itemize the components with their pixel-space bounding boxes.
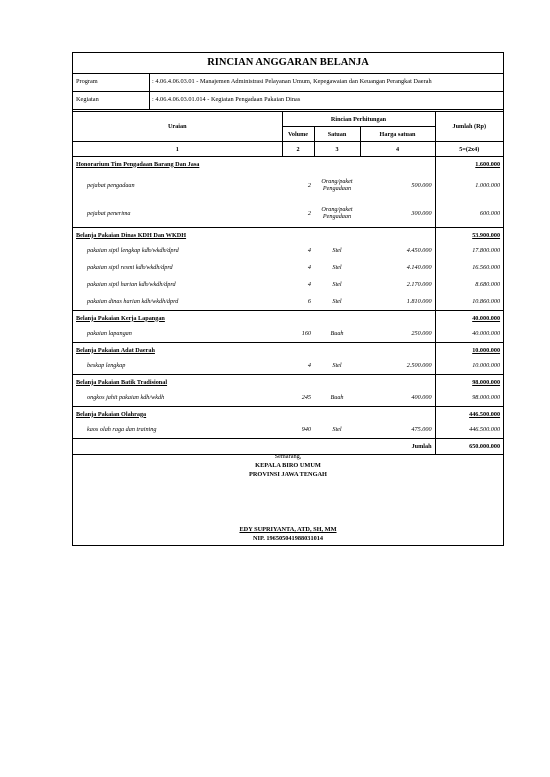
table-row (73, 325, 503, 343)
item-volume: 160 (301, 330, 311, 337)
signature-nip: NIP. 196505041988031014 (252, 535, 324, 542)
group-total: 10.000.000 (435, 343, 503, 358)
group-row (73, 407, 503, 422)
item-harga: 2.500.000 (406, 362, 432, 369)
table-row (73, 259, 503, 276)
signature-position-1: KEPALA BIRO UMUM (255, 462, 321, 469)
item-description: pejabat penerima (87, 209, 131, 217)
item-jumlah: 600.000 (435, 199, 503, 228)
col-number-5: 5=(2x4) (435, 142, 503, 157)
table-row (73, 199, 503, 228)
col-number-1: 1 (73, 142, 282, 157)
item-jumlah: 10.000.000 (435, 357, 503, 375)
total-label: Jumlah (73, 439, 435, 455)
kegiatan-label: Kegiatan (76, 96, 99, 103)
item-description: ongkos jahit pakaian kdh/wkdh (87, 394, 165, 401)
item-jumlah: 98.000.000 (435, 389, 503, 407)
header-satuan: Satuan (314, 127, 360, 142)
item-harga: 250.000 (411, 330, 432, 337)
item-description: beskap lengkap (87, 362, 126, 369)
header-harga: Harga satuan (360, 127, 435, 142)
item-jumlah: 16.560.000 (435, 259, 503, 276)
header-jumlah: Jumlah (Rp) (435, 112, 503, 142)
group-row (73, 375, 503, 390)
item-jumlah: 40.000.000 (435, 325, 503, 343)
group-name: Belanja Pakaian Adat Daerah (73, 343, 435, 358)
program-row (73, 73, 503, 92)
col-number-2: 2 (282, 142, 314, 157)
group-total: 98.000.000 (435, 375, 503, 390)
item-volume: 6 (307, 298, 311, 305)
group-name: Belanja Pakaian Olahraga (73, 407, 435, 422)
item-description: pakaian sipil harian kdh/wkdh/dprd (87, 281, 176, 288)
group-name: Honorarium Tim Pengadaan Barang Dan Jasa (73, 157, 435, 172)
item-volume: 245 (301, 394, 311, 401)
item-satuan: Buah (330, 330, 344, 337)
item-description: pakaian lapangan (87, 330, 132, 337)
item-harga: 500.000 (411, 181, 432, 189)
item-satuan: Stel (332, 247, 342, 254)
item-harga: 2.170.000 (406, 281, 432, 288)
header-rincian: Rincian Perhitungan (282, 112, 435, 127)
group-total: 446.500.000 (435, 407, 503, 422)
budget-table (73, 111, 503, 455)
item-description: kaos olah raga dan training (87, 426, 157, 433)
kegiatan-value: : 4.06.4.06.03.01.014 - Kegiatan Pengadaan Pakaian Dinas (149, 91, 300, 109)
item-volume: 4 (307, 247, 311, 254)
table-row (73, 171, 503, 199)
item-volume: 2 (307, 181, 311, 189)
item-harga: 1.810.000 (406, 298, 432, 305)
group-row (73, 157, 503, 172)
kegiatan-row (73, 91, 503, 110)
item-satuan: Stel (332, 281, 342, 288)
table-row (73, 242, 503, 259)
item-satuan: Stel (332, 264, 342, 271)
table-row (73, 357, 503, 375)
item-jumlah: 1.000.000 (435, 171, 503, 199)
group-total: 1.600.000 (435, 157, 503, 172)
group-name: Belanja Pakaian Batik Tradisional (73, 375, 435, 390)
table-row (73, 421, 503, 439)
item-description: pakaian sipil lengkap kdh/wkdh/dprd (87, 247, 179, 254)
item-harga: 475.000 (411, 426, 432, 433)
item-harga: 400.000 (411, 394, 432, 401)
item-volume: 4 (307, 264, 311, 271)
group-row (73, 311, 503, 326)
item-jumlah: 8.680.000 (435, 276, 503, 293)
table-row (73, 389, 503, 407)
budget-document (72, 52, 504, 546)
item-satuan: Orang/paket Pengadaan (321, 206, 353, 220)
item-description: pejabat pengadaan (87, 181, 135, 189)
item-harga: 4.450.000 (406, 247, 432, 254)
item-satuan: Buah (330, 394, 344, 401)
group-total: 40.000.000 (435, 311, 503, 326)
item-satuan: Orang/paket Pengadaan (321, 178, 353, 192)
signature-name: EDY SUPRIYANTA, ATD, SH, MM (239, 526, 337, 533)
group-name: Belanja Pakaian Dinas KDH Dan WKDH (73, 228, 435, 243)
header-uraian: Uraian (73, 112, 282, 142)
group-row (73, 343, 503, 358)
group-total: 53.900.000 (435, 228, 503, 243)
table-row (73, 293, 503, 311)
program-value: : 4.06.4.06.03.01 - Manajemen Administrasi Pelayanan Umum, Kepegawaian dan Keuangan Perangkat Daerah (149, 73, 432, 91)
total-value: 650.000.000 (435, 439, 503, 455)
table-row (73, 276, 503, 293)
document-title: RINCIAN ANGGARAN BELANJA (73, 53, 503, 74)
item-harga: 300.000 (411, 209, 432, 217)
signature-place: Semarang, (274, 453, 302, 460)
item-volume: 940 (301, 426, 311, 433)
group-row (73, 228, 503, 243)
col-number-4: 4 (360, 142, 435, 157)
col-number-3: 3 (314, 142, 360, 157)
header-volume: Volume (282, 127, 314, 142)
item-jumlah: 17.800.000 (435, 242, 503, 259)
item-jumlah: 10.860.000 (435, 293, 503, 311)
item-volume: 2 (307, 209, 311, 217)
item-satuan: Stel (332, 362, 342, 369)
program-label: Program (76, 78, 98, 85)
item-harga: 4.140.000 (406, 264, 432, 271)
signature-position-2: PROVINSI JAWA TENGAH (249, 471, 327, 478)
group-name: Belanja Pakaian Kerja Lapangan (73, 311, 435, 326)
item-description: pakaian sipil resmi kdh/wkdh/dprd (87, 264, 173, 271)
item-jumlah: 446.500.000 (435, 421, 503, 439)
item-satuan: Stel (332, 426, 342, 433)
item-volume: 4 (307, 281, 311, 288)
item-satuan: Stel (332, 298, 342, 305)
item-volume: 4 (307, 362, 311, 369)
item-description: pakaian dinas harian kdh/wkdh/dprd (87, 298, 179, 305)
